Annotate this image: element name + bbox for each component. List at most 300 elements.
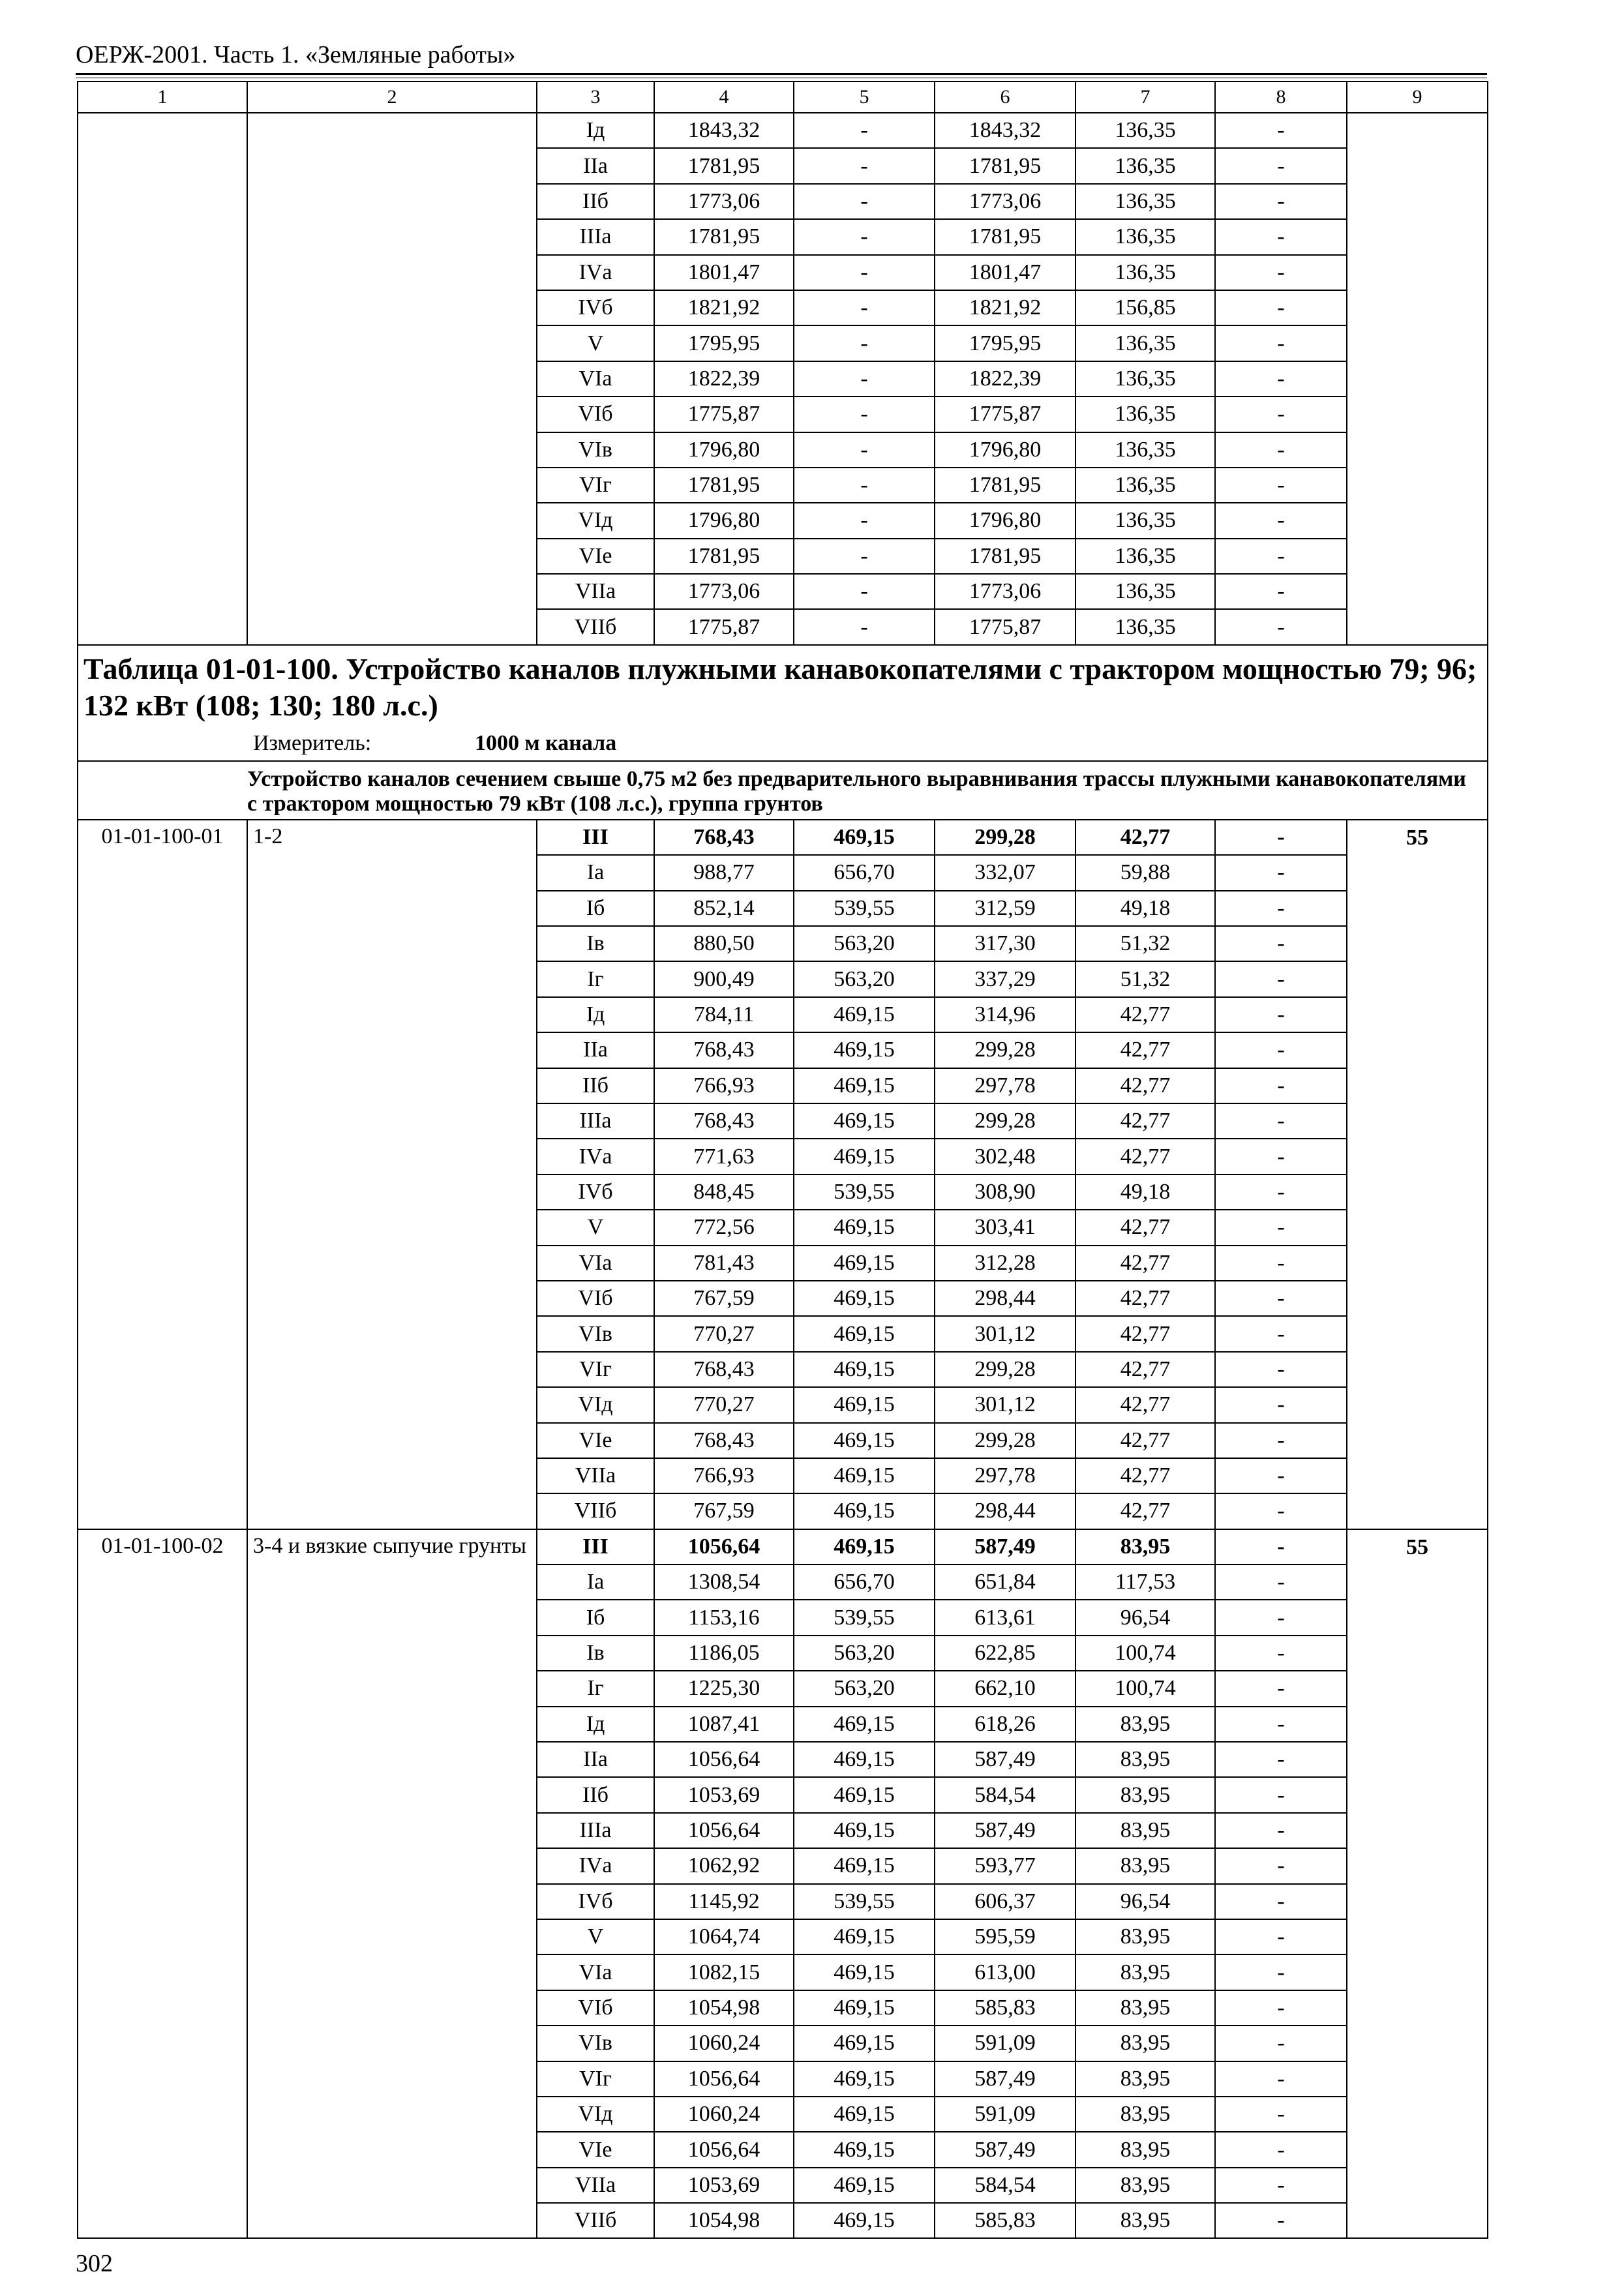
- cell-machine-cost: 591,09: [935, 2026, 1075, 2061]
- cell-price-number: [1347, 113, 1488, 645]
- cell-total-cost: 1775,87: [654, 609, 794, 644]
- cell-labor-wages: 469,15: [794, 1919, 935, 1954]
- cell-machinist-wages: 117,53: [1075, 1564, 1215, 1600]
- cell-machinist-wages: 59,88: [1075, 855, 1215, 890]
- cell-soil-class: IIа: [537, 1032, 654, 1068]
- cell-materials-cost: -: [1215, 1813, 1347, 1848]
- cell-labor-wages: -: [794, 539, 935, 574]
- cell-machine-cost: 1773,06: [935, 574, 1075, 609]
- cell-total-cost: 772,56: [654, 1210, 794, 1245]
- cell-soil-class: VIIб: [537, 1493, 654, 1529]
- cell-machinist-wages: 42,77: [1075, 1423, 1215, 1458]
- cell-machine-cost: 301,12: [935, 1316, 1075, 1351]
- cell-soil-class: V: [537, 1210, 654, 1245]
- cell-materials-cost: -: [1215, 1707, 1347, 1742]
- cell-machinist-wages: 136,35: [1075, 539, 1215, 574]
- cell-code: [78, 113, 247, 645]
- cell-materials-cost: -: [1215, 1600, 1347, 1635]
- cell-labor-wages: 469,15: [794, 1246, 935, 1281]
- cell-total-cost: 1056,64: [654, 1529, 794, 1564]
- cell-machinist-wages: 83,95: [1075, 2203, 1215, 2238]
- cell-machine-cost: 1795,95: [935, 325, 1075, 361]
- cell-total-cost: 1153,16: [654, 1600, 794, 1635]
- cell-machine-cost: 1775,87: [935, 396, 1075, 432]
- cell-machine-cost: 613,61: [935, 1600, 1075, 1635]
- cell-machine-cost: 591,09: [935, 2097, 1075, 2132]
- cell-soil-class: IVб: [537, 1174, 654, 1210]
- cell-machinist-wages: 83,95: [1075, 1954, 1215, 1990]
- unit-line: [83, 730, 1481, 756]
- cell-soil-class: IVа: [537, 1848, 654, 1883]
- cell-labor-wages: 469,15: [794, 2061, 935, 2097]
- cell-total-cost: 1225,30: [654, 1671, 794, 1706]
- cell-materials-cost: -: [1215, 219, 1347, 254]
- cell-labor-wages: 469,15: [794, 1707, 935, 1742]
- cell-soil-class: VIIа: [537, 574, 654, 609]
- cell-machine-cost: 314,96: [935, 997, 1075, 1032]
- cell-total-cost: 1056,64: [654, 2061, 794, 2097]
- cell-labor-wages: 563,20: [794, 926, 935, 961]
- cell-soil-class: VIа: [537, 361, 654, 396]
- cell-soil-class: VIб: [537, 1281, 654, 1316]
- cell-labor-wages: 469,15: [794, 1068, 935, 1103]
- cell-machinist-wages: 136,35: [1075, 432, 1215, 468]
- table-row: [78, 1529, 1488, 1564]
- cell-soil-class: VIе: [537, 539, 654, 574]
- cell-materials-cost: -: [1215, 1884, 1347, 1919]
- cell-labor-wages: -: [794, 432, 935, 468]
- cell-labor-wages: -: [794, 503, 935, 538]
- cell-materials-cost: -: [1215, 609, 1347, 644]
- cell-machine-cost: 1801,47: [935, 255, 1075, 290]
- cell-machinist-wages: 156,85: [1075, 290, 1215, 325]
- cell-machine-cost: 1822,39: [935, 361, 1075, 396]
- cell-labor-wages: 469,15: [794, 1281, 935, 1316]
- cell-labor-wages: 539,55: [794, 1600, 935, 1635]
- cell-materials-cost: -: [1215, 997, 1347, 1032]
- cell-machine-cost: 337,29: [935, 961, 1075, 996]
- cell-machinist-wages: 136,35: [1075, 325, 1215, 361]
- subheading-row: [78, 761, 1488, 820]
- cell-soil-class: VIд: [537, 503, 654, 538]
- cell-machine-cost: 587,49: [935, 1742, 1075, 1777]
- cell-total-cost: 1087,41: [654, 1707, 794, 1742]
- cell-total-cost: 770,27: [654, 1316, 794, 1351]
- cell-machinist-wages: 83,95: [1075, 1813, 1215, 1848]
- cell-name: 1-2: [247, 820, 537, 1529]
- cell-materials-cost: -: [1215, 2203, 1347, 2238]
- cell-total-cost: 1060,24: [654, 2026, 794, 2061]
- cell-materials-cost: -: [1215, 113, 1347, 148]
- cell-soil-class: IIа: [537, 148, 654, 183]
- cell-materials-cost: -: [1215, 2061, 1347, 2097]
- table-title: Таблица 01-01-100. Устройство каналов плужными канавокопателями с трактором мощностью 79; 96; 132 кВт (108; 130; 180 л.с.): [83, 651, 1477, 722]
- cell-labor-wages: 469,15: [794, 1387, 935, 1422]
- cell-soil-class: VIд: [537, 2097, 654, 2132]
- cell-labor-wages: 469,15: [794, 1742, 935, 1777]
- cell-soil-class: IIа: [537, 1742, 654, 1777]
- cell-materials-cost: -: [1215, 574, 1347, 609]
- cell-labor-wages: 469,15: [794, 1103, 935, 1139]
- cell-machine-cost: 585,83: [935, 1990, 1075, 2026]
- cell-total-cost: 766,93: [654, 1458, 794, 1493]
- cell-machinist-wages: 42,77: [1075, 1246, 1215, 1281]
- cell-total-cost: 771,63: [654, 1139, 794, 1174]
- cell-machinist-wages: 42,77: [1075, 997, 1215, 1032]
- cell-materials-cost: -: [1215, 1352, 1347, 1387]
- cell-labor-wages: -: [794, 148, 935, 183]
- column-number: 3: [537, 82, 654, 113]
- column-number: 4: [654, 82, 794, 113]
- cell-machinist-wages: 83,95: [1075, 2097, 1215, 2132]
- cell-machinist-wages: 83,95: [1075, 1919, 1215, 1954]
- cell-machinist-wages: 83,95: [1075, 1848, 1215, 1883]
- cell-materials-cost: -: [1215, 1103, 1347, 1139]
- cell-machinist-wages: 136,35: [1075, 609, 1215, 644]
- cell-total-cost: 1781,95: [654, 539, 794, 574]
- cell-soil-class: Iб: [537, 1600, 654, 1635]
- cell-machinist-wages: 136,35: [1075, 574, 1215, 609]
- table-title-row: [78, 645, 1488, 761]
- cell-machine-cost: 1843,32: [935, 113, 1075, 148]
- cell-soil-class: VIг: [537, 1352, 654, 1387]
- cell-soil-class: VIб: [537, 396, 654, 432]
- cell-soil-class: Iа: [537, 1564, 654, 1600]
- column-number: 8: [1215, 82, 1347, 113]
- cell-soil-class: Iг: [537, 961, 654, 996]
- cell-labor-wages: 469,15: [794, 1493, 935, 1529]
- cell-total-cost: 1795,95: [654, 325, 794, 361]
- cell-materials-cost: -: [1215, 1529, 1347, 1564]
- table-row: [78, 113, 1488, 148]
- cell-machinist-wages: 96,54: [1075, 1600, 1215, 1635]
- cell-labor-wages: 539,55: [794, 891, 935, 926]
- cell-machinist-wages: 42,77: [1075, 1352, 1215, 1387]
- cell-labor-wages: 469,15: [794, 2168, 935, 2203]
- cell-labor-wages: 656,70: [794, 855, 935, 890]
- cell-labor-wages: -: [794, 574, 935, 609]
- cell-total-cost: 1145,92: [654, 1884, 794, 1919]
- cell-materials-cost: -: [1215, 432, 1347, 468]
- cell-materials-cost: -: [1215, 1423, 1347, 1458]
- cell-machinist-wages: 136,35: [1075, 255, 1215, 290]
- cell-materials-cost: -: [1215, 961, 1347, 996]
- cell-labor-wages: 469,15: [794, 1813, 935, 1848]
- cell-total-cost: 1053,69: [654, 2168, 794, 2203]
- cell-total-cost: 767,59: [654, 1493, 794, 1529]
- cell-soil-class: Iв: [537, 1636, 654, 1671]
- cell-materials-cost: -: [1215, 1458, 1347, 1493]
- cell-total-cost: 768,43: [654, 1032, 794, 1068]
- column-number: 9: [1347, 82, 1488, 113]
- cell-machine-cost: 303,41: [935, 1210, 1075, 1245]
- cell-machine-cost: 297,78: [935, 1068, 1075, 1103]
- cell-soil-class: IIIа: [537, 1813, 654, 1848]
- cell-machine-cost: 587,49: [935, 2061, 1075, 2097]
- cell-labor-wages: 469,15: [794, 1423, 935, 1458]
- cell-soil-class: VIв: [537, 432, 654, 468]
- cell-total-cost: 1056,64: [654, 2132, 794, 2167]
- cell-total-cost: 1062,92: [654, 1848, 794, 1883]
- cell-materials-cost: -: [1215, 325, 1347, 361]
- cell-labor-wages: 469,15: [794, 1990, 935, 2026]
- cell-total-cost: 770,27: [654, 1387, 794, 1422]
- cell-machinist-wages: 100,74: [1075, 1671, 1215, 1706]
- cell-machine-cost: 299,28: [935, 1352, 1075, 1387]
- page-header: [76, 39, 1487, 78]
- cell-soil-class: Iд: [537, 1707, 654, 1742]
- cell-materials-cost: -: [1215, 1246, 1347, 1281]
- cell-labor-wages: 469,15: [794, 1352, 935, 1387]
- cell-machinist-wages: 49,18: [1075, 1174, 1215, 1210]
- cell-labor-wages: 539,55: [794, 1884, 935, 1919]
- cell-materials-cost: -: [1215, 1564, 1347, 1600]
- cell-soil-class: VIг: [537, 468, 654, 503]
- cell-materials-cost: -: [1215, 1493, 1347, 1529]
- cell-labor-wages: -: [794, 219, 935, 254]
- cell-total-cost: 1056,64: [654, 1742, 794, 1777]
- cell-materials-cost: -: [1215, 1174, 1347, 1210]
- cell-machinist-wages: 83,95: [1075, 1742, 1215, 1777]
- cell-materials-cost: -: [1215, 290, 1347, 325]
- cell-materials-cost: -: [1215, 1210, 1347, 1245]
- cell-labor-wages: 563,20: [794, 961, 935, 996]
- cell-materials-cost: -: [1215, 184, 1347, 219]
- cell-soil-class: IIб: [537, 184, 654, 219]
- cell-materials-cost: -: [1215, 2168, 1347, 2203]
- cell-labor-wages: 469,15: [794, 2132, 935, 2167]
- cell-machine-cost: 585,83: [935, 2203, 1075, 2238]
- cell-labor-wages: 539,55: [794, 1174, 935, 1210]
- cell-materials-cost: -: [1215, 1919, 1347, 1954]
- cell-machine-cost: 613,00: [935, 1954, 1075, 1990]
- cell-materials-cost: -: [1215, 1281, 1347, 1316]
- cell-machinist-wages: 83,95: [1075, 2026, 1215, 2061]
- cell-machine-cost: 587,49: [935, 2132, 1075, 2167]
- cell-materials-cost: -: [1215, 1848, 1347, 1883]
- cell-machinist-wages: 42,77: [1075, 1387, 1215, 1422]
- unit-label: Измеритель:: [253, 730, 372, 755]
- cell-total-cost: 880,50: [654, 926, 794, 961]
- cell-soil-class: VIIа: [537, 2168, 654, 2203]
- cell-machine-cost: 299,28: [935, 1032, 1075, 1068]
- cell-materials-cost: -: [1215, 468, 1347, 503]
- cell-materials-cost: -: [1215, 1954, 1347, 1990]
- cell-machine-cost: 299,28: [935, 820, 1075, 855]
- cell-total-cost: 1781,95: [654, 468, 794, 503]
- cell-machine-cost: 622,85: [935, 1636, 1075, 1671]
- cell-soil-class: IIб: [537, 1777, 654, 1812]
- cell-soil-class: V: [537, 325, 654, 361]
- cell-machine-cost: 593,77: [935, 1848, 1075, 1883]
- cell-machine-cost: 1781,95: [935, 219, 1075, 254]
- cell-name: 3-4 и вязкие сыпучие грунты: [247, 1529, 537, 2239]
- cell-machine-cost: 595,59: [935, 1919, 1075, 1954]
- cell-machine-cost: 584,54: [935, 2168, 1075, 2203]
- cell-total-cost: 1186,05: [654, 1636, 794, 1671]
- cell-machine-cost: 317,30: [935, 926, 1075, 961]
- cell-soil-class: VIIб: [537, 609, 654, 644]
- cell-materials-cost: -: [1215, 1742, 1347, 1777]
- column-number: 7: [1075, 82, 1215, 113]
- cell-labor-wages: 469,15: [794, 1954, 935, 1990]
- cell-materials-cost: -: [1215, 503, 1347, 538]
- cell-soil-class: IVб: [537, 1884, 654, 1919]
- cell-soil-class: Iа: [537, 855, 654, 890]
- cell-machine-cost: 1781,95: [935, 148, 1075, 183]
- cell-machine-cost: 312,59: [935, 891, 1075, 926]
- cell-soil-class: VIг: [537, 2061, 654, 2097]
- cell-materials-cost: -: [1215, 1636, 1347, 1671]
- cell-total-cost: 1056,64: [654, 1813, 794, 1848]
- cell-materials-cost: -: [1215, 1068, 1347, 1103]
- cell-machinist-wages: 136,35: [1075, 219, 1215, 254]
- cell-soil-class: Iг: [537, 1671, 654, 1706]
- cell-machinist-wages: 136,35: [1075, 361, 1215, 396]
- cell-soil-class: IVа: [537, 255, 654, 290]
- cell-machine-cost: 312,28: [935, 1246, 1075, 1281]
- cell-total-cost: 1796,80: [654, 503, 794, 538]
- cell-machine-cost: 302,48: [935, 1139, 1075, 1174]
- cell-soil-class: VIд: [537, 1387, 654, 1422]
- cell-machine-cost: 584,54: [935, 1777, 1075, 1812]
- cell-total-cost: 768,43: [654, 820, 794, 855]
- cell-machinist-wages: 42,77: [1075, 820, 1215, 855]
- cell-labor-wages: 469,15: [794, 1316, 935, 1351]
- cell-materials-cost: -: [1215, 1671, 1347, 1706]
- column-number: 2: [247, 82, 537, 113]
- cell-price-number: 55: [1347, 820, 1488, 1529]
- document-title: ОЕРЖ-2001. Часть 1. «Земляные работы»: [76, 41, 516, 68]
- cell-total-cost: 767,59: [654, 1281, 794, 1316]
- cell-labor-wages: -: [794, 609, 935, 644]
- cell-total-cost: 1821,92: [654, 290, 794, 325]
- cell-total-cost: 768,43: [654, 1352, 794, 1387]
- table-row: [78, 820, 1488, 855]
- cell-soil-class: VIIб: [537, 2203, 654, 2238]
- table-body: [78, 82, 1488, 2238]
- column-number: 1: [78, 82, 247, 113]
- cell-soil-class: VIв: [537, 2026, 654, 2061]
- cell-machine-cost: 1773,06: [935, 184, 1075, 219]
- cell-labor-wages: 469,15: [794, 820, 935, 855]
- cell-total-cost: 784,11: [654, 997, 794, 1032]
- cell-total-cost: 1308,54: [654, 1564, 794, 1600]
- cell-machinist-wages: 42,77: [1075, 1281, 1215, 1316]
- cell-machinist-wages: 136,35: [1075, 113, 1215, 148]
- cell-materials-cost: -: [1215, 396, 1347, 432]
- cell-materials-cost: -: [1215, 2026, 1347, 2061]
- cell-materials-cost: -: [1215, 926, 1347, 961]
- cell-labor-wages: 469,15: [794, 1458, 935, 1493]
- cell-soil-class: III: [537, 820, 654, 855]
- cell-materials-cost: -: [1215, 1139, 1347, 1174]
- cell-labor-wages: 469,15: [794, 2026, 935, 2061]
- cell-labor-wages: -: [794, 113, 935, 148]
- cell-machine-cost: 298,44: [935, 1493, 1075, 1529]
- cell-machinist-wages: 42,77: [1075, 1139, 1215, 1174]
- cell-labor-wages: -: [794, 325, 935, 361]
- cell-machine-cost: 1781,95: [935, 468, 1075, 503]
- unit-value: 1000 м канала: [475, 730, 617, 755]
- cell-machinist-wages: 83,95: [1075, 1707, 1215, 1742]
- cell-total-cost: 1054,98: [654, 2203, 794, 2238]
- cell-machinist-wages: 83,95: [1075, 2168, 1215, 2203]
- page-number: 302: [76, 2250, 113, 2277]
- cell-labor-wages: 469,15: [794, 1032, 935, 1068]
- cell-materials-cost: -: [1215, 1032, 1347, 1068]
- cell-labor-wages: 469,15: [794, 1848, 935, 1883]
- cell-total-cost: 900,49: [654, 961, 794, 996]
- cell-materials-cost: -: [1215, 255, 1347, 290]
- cell-machine-cost: 299,28: [935, 1103, 1075, 1139]
- cell-total-cost: 852,14: [654, 891, 794, 926]
- cell-labor-wages: -: [794, 255, 935, 290]
- column-number-row: [78, 82, 1488, 113]
- cell-materials-cost: -: [1215, 2097, 1347, 2132]
- cell-machine-cost: 1796,80: [935, 432, 1075, 468]
- cell-machinist-wages: 83,95: [1075, 1777, 1215, 1812]
- subheading-spacer: [78, 761, 247, 820]
- cell-materials-cost: -: [1215, 855, 1347, 890]
- cell-machinist-wages: 42,77: [1075, 1210, 1215, 1245]
- cell-total-cost: 1060,24: [654, 2097, 794, 2132]
- cell-machine-cost: 298,44: [935, 1281, 1075, 1316]
- cell-total-cost: 1064,74: [654, 1919, 794, 1954]
- column-number: 6: [935, 82, 1075, 113]
- cell-machinist-wages: 136,35: [1075, 148, 1215, 183]
- cell-machine-cost: 1821,92: [935, 290, 1075, 325]
- cell-soil-class: IVб: [537, 290, 654, 325]
- cell-total-cost: 1775,87: [654, 396, 794, 432]
- cell-machinist-wages: 42,77: [1075, 1032, 1215, 1068]
- cell-total-cost: 1773,06: [654, 184, 794, 219]
- cell-machinist-wages: 42,77: [1075, 1493, 1215, 1529]
- cell-labor-wages: 656,70: [794, 1564, 935, 1600]
- cell-soil-class: VIа: [537, 1246, 654, 1281]
- cell-machine-cost: 1775,87: [935, 609, 1075, 644]
- cell-machine-cost: 299,28: [935, 1423, 1075, 1458]
- cell-soil-class: VIа: [537, 1954, 654, 1990]
- cell-total-cost: 768,43: [654, 1423, 794, 1458]
- cell-machinist-wages: 136,35: [1075, 503, 1215, 538]
- cell-soil-class: IIIа: [537, 1103, 654, 1139]
- cell-machine-cost: 332,07: [935, 855, 1075, 890]
- cell-total-cost: 1781,95: [654, 148, 794, 183]
- cell-total-cost: 766,93: [654, 1068, 794, 1103]
- cell-total-cost: 848,45: [654, 1174, 794, 1210]
- cell-soil-class: VIв: [537, 1316, 654, 1351]
- cell-total-cost: 1054,98: [654, 1990, 794, 2026]
- cell-soil-class: IIIа: [537, 219, 654, 254]
- cell-machine-cost: 587,49: [935, 1813, 1075, 1848]
- cell-machine-cost: 308,90: [935, 1174, 1075, 1210]
- cell-machinist-wages: 83,95: [1075, 2061, 1215, 2097]
- cell-machinist-wages: 83,95: [1075, 2132, 1215, 2167]
- cell-machinist-wages: 83,95: [1075, 1990, 1215, 2026]
- cell-machine-cost: 1796,80: [935, 503, 1075, 538]
- cell-total-cost: 1843,32: [654, 113, 794, 148]
- cell-soil-class: Iб: [537, 891, 654, 926]
- cell-materials-cost: -: [1215, 820, 1347, 855]
- cell-machine-cost: 587,49: [935, 1529, 1075, 1564]
- cell-machine-cost: 606,37: [935, 1884, 1075, 1919]
- cell-total-cost: 1822,39: [654, 361, 794, 396]
- cell-labor-wages: 563,20: [794, 1636, 935, 1671]
- cell-soil-class: IVа: [537, 1139, 654, 1174]
- cell-materials-cost: -: [1215, 1387, 1347, 1422]
- cell-labor-wages: 469,15: [794, 1139, 935, 1174]
